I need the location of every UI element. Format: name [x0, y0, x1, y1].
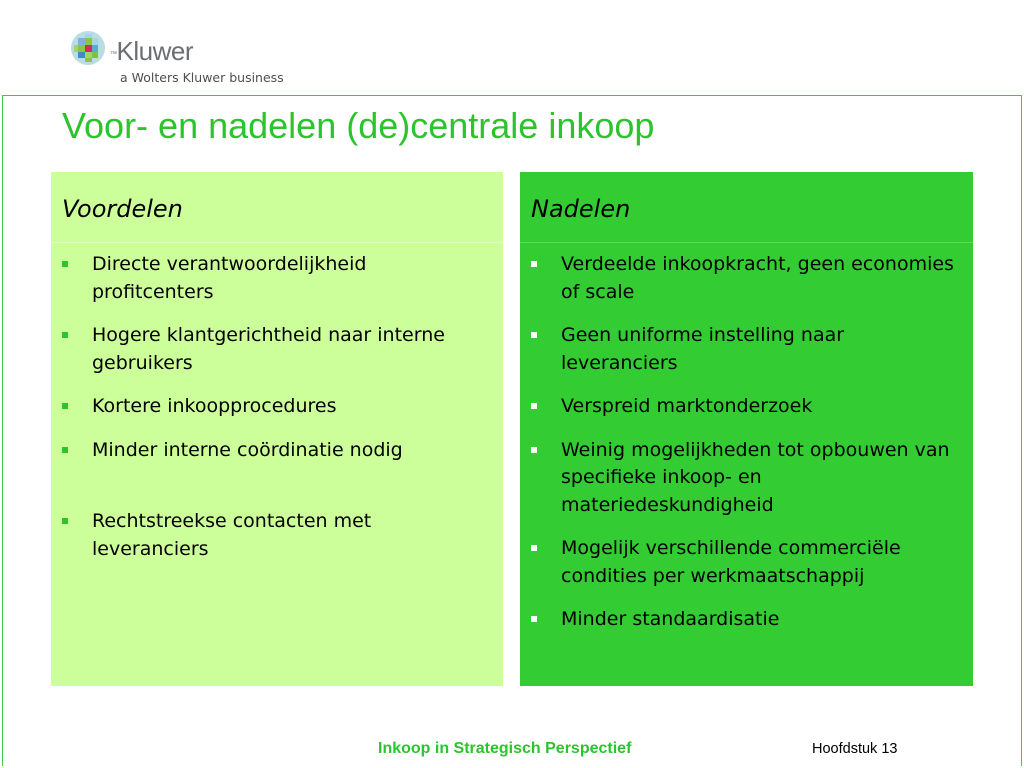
- list-item: [51, 251, 503, 306]
- square-bullet-icon: [531, 332, 537, 338]
- logo-brand-name: Kluwer: [116, 36, 193, 66]
- logo-trademark: ™: [110, 51, 117, 58]
- list-item: [520, 393, 973, 421]
- list-item: [51, 508, 503, 563]
- list-item: [51, 322, 503, 377]
- list-item-text: Verspreid marktonderzoek: [561, 395, 813, 417]
- advantages-list: [51, 243, 503, 563]
- list-item-text: Verdeelde inkoopkracht, geen economies of scale: [561, 253, 954, 303]
- list-item: [51, 437, 503, 465]
- slide-title: Voor- en nadelen (de)centrale inkoop: [62, 105, 655, 146]
- list-item-text: Geen uniforme instelling naar leveranciers: [561, 324, 845, 374]
- list-item: [51, 393, 503, 421]
- list-item-text: Kortere inkoopprocedures: [92, 395, 337, 417]
- list-item: [520, 606, 973, 634]
- list-item: [520, 535, 973, 590]
- list-item: [520, 322, 973, 377]
- square-bullet-icon: [531, 447, 537, 453]
- advantages-heading: Voordelen: [51, 172, 503, 243]
- list-item: [520, 437, 973, 520]
- list-item-text: Mogelijk verschillende commerciële condities per werkmaatschappij: [561, 537, 901, 587]
- square-bullet-icon: [62, 447, 68, 453]
- logo-wordmark: [110, 37, 193, 65]
- square-bullet-icon: [62, 518, 68, 524]
- square-bullet-icon: [62, 332, 68, 338]
- disadvantages-heading: Nadelen: [520, 172, 973, 243]
- kluwer-logo-mark-icon: [70, 30, 106, 66]
- list-item-text: Hogere klantgerichtheid naar interne gebruikers: [92, 324, 445, 374]
- list-item-text: Minder interne coördinatie nodig: [92, 438, 403, 461]
- footer-chapter: Hoofdstuk 13: [812, 741, 898, 757]
- list-item: [520, 251, 973, 306]
- square-bullet-icon: [62, 403, 68, 409]
- list-item-text: Minder standaardisatie: [561, 608, 780, 630]
- square-bullet-icon: [531, 261, 537, 267]
- footer-book-title: Inkoop in Strategisch Perspectief: [378, 740, 632, 757]
- disadvantages-list: [520, 243, 973, 634]
- list-item-text: Directe verantwoordelijkheid profitcenters: [92, 253, 367, 303]
- list-item-text: Rechtstreekse contacten met leveranciers: [92, 510, 372, 560]
- list-item-text: Weinig mogelijkheden tot opbouwen van specifieke inkoop- en materiedeskundigheid: [561, 438, 950, 516]
- kluwer-logo: [70, 30, 330, 90]
- square-bullet-icon: [531, 403, 537, 409]
- square-bullet-icon: [62, 261, 68, 267]
- logo-tagline: a Wolters Kluwer business: [120, 70, 284, 85]
- disadvantages-panel: [520, 172, 973, 686]
- square-bullet-icon: [531, 545, 537, 551]
- advantages-panel: [51, 172, 503, 686]
- square-bullet-icon: [531, 616, 537, 622]
